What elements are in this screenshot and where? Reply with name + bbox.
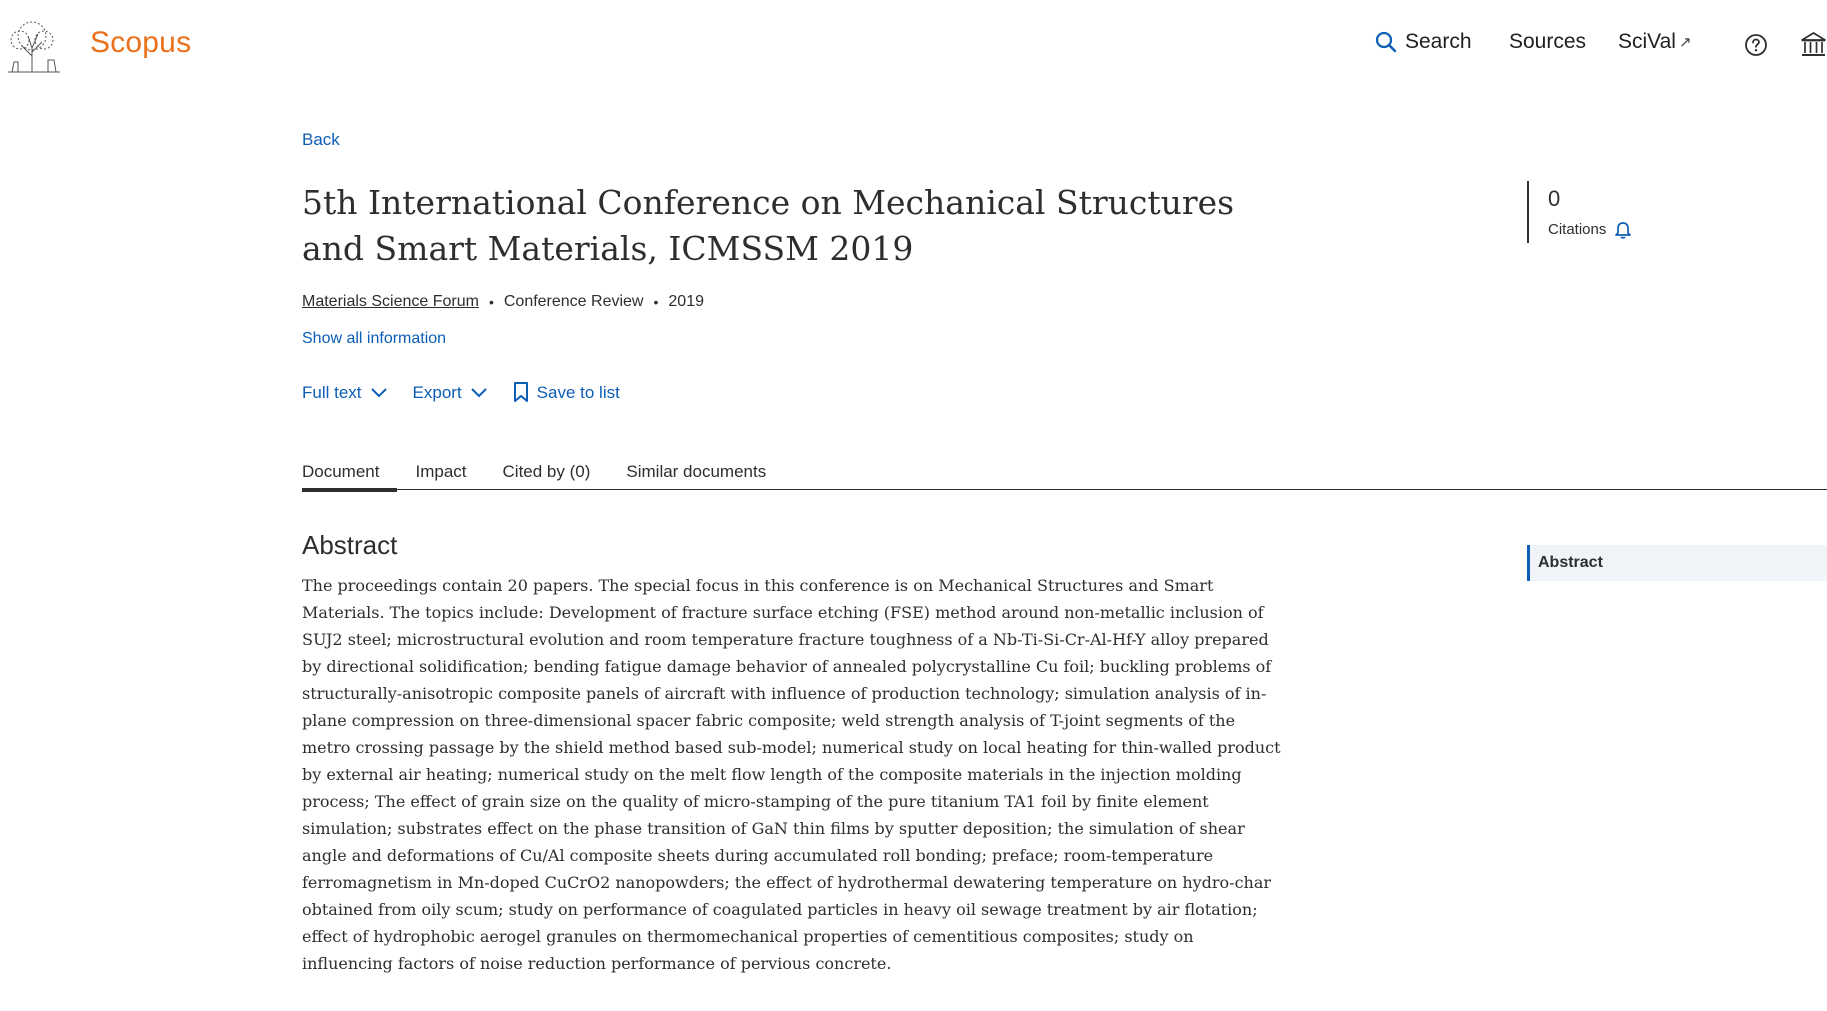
document-meta: [302, 293, 704, 311]
chevron-down-icon: [371, 388, 387, 398]
abstract-text: The proceedings contain 20 papers. The special focus in this conference is on Mechanical Structures and Smart Materials. The topics include: Development of fracture surface etching (FSE) method around non-metallic inclusion of SUJ2 steel; microstructural evolution and room temperature fracture toughness of a Nb-Ti-Si-Cr-Al-Hf-Y alloy prepared by directional solidification; bending fatigue damage behavior of annealed polycrystalline Cu foil; buckling problems of structurally-anisotropic composite panels of aircraft with influence of production technology; simulation analysis of in-plane compression on three-dimensional spacer fabric composite; weld strength analysis of T-joint segments of the metro crossing passage by the shield method based sub-model; numerical study on local heating for thin-walled product by external air heating; numerical study on the melt flow length of the composite materials in the injection molding process; The effect of grain size on the quality of micro-stamping of the pure titanium TA1 foil by finite element simulation; substrates effect on the phase transition of GaN thin films by sputter deposition; the simulation of shear angle and deformations of Cu/Al composite sheets during accumulated roll bonding; preface; room-temperature ferromagnetism in Mn-doped CuCrO2 nanopowders; the effect of hydrothermal dewatering temperature on hydro-char obtained from oily scum; study on performance of coagulated particles in heavy oil sewage treatment by air flotation; effect of hydrophobic aerogel granules on thermomechanical properties of cementitious composites; study on influencing factors of noise reduction performance of pervious concrete.: [302, 576, 1281, 973]
document-tabs: [302, 460, 1827, 490]
nav-scival[interactable]: [1618, 30, 1692, 54]
source-title-link[interactable]: Materials Science Forum: [302, 293, 479, 310]
chevron-down-icon: [471, 388, 487, 398]
document-year: 2019: [668, 293, 704, 310]
outline-item-abstract[interactable]: [1527, 545, 1827, 581]
export-button[interactable]: [413, 383, 487, 403]
save-to-list-label: Save to list: [536, 382, 620, 402]
bookmark-icon: [513, 382, 529, 403]
separator-dot: •: [488, 294, 494, 310]
export-label: Export: [412, 382, 462, 402]
document-type: Conference Review: [503, 293, 644, 310]
bell-icon[interactable]: [1614, 220, 1632, 239]
tab-impact[interactable]: Impact: [415, 462, 467, 481]
help-icon[interactable]: [1744, 33, 1768, 57]
separator-dot: •: [653, 294, 659, 310]
citations-label: Citations: [1548, 221, 1607, 238]
scopus-brand[interactable]: Scopus: [90, 26, 192, 59]
save-to-list-button[interactable]: [513, 382, 620, 403]
external-link-icon: ↗: [1678, 34, 1692, 51]
full-text-label: Full text: [302, 382, 362, 402]
citations-metric: [1527, 181, 1687, 243]
back-link[interactable]: Back: [302, 130, 340, 149]
tab-cited-by[interactable]: Cited by (0): [502, 462, 591, 481]
top-header: [0, 0, 1827, 92]
nav-scival-label: SciVal: [1618, 30, 1676, 53]
full-text-button[interactable]: [302, 383, 387, 403]
outline-item-label: Abstract: [1538, 554, 1603, 571]
show-all-information-link[interactable]: Show all information: [302, 330, 447, 347]
nav-search-label: Search: [1405, 30, 1472, 53]
nav-sources[interactable]: Sources: [1509, 30, 1587, 53]
abstract-heading: Abstract: [302, 530, 398, 560]
citations-count: 0: [1548, 186, 1561, 211]
tab-similar-documents[interactable]: Similar documents: [626, 462, 767, 481]
tab-document[interactable]: Document: [302, 460, 379, 490]
institution-icon[interactable]: [1800, 31, 1827, 58]
document-title: 5th International Conference on Mechanical Structures and Smart Materials, ICMSSM 2019: [302, 183, 1235, 268]
elsevier-logo-icon[interactable]: [2, 18, 66, 74]
citations-row: [1548, 220, 1687, 239]
nav-search[interactable]: [1375, 30, 1472, 54]
document-actions: [302, 382, 646, 403]
search-icon: [1375, 31, 1397, 53]
